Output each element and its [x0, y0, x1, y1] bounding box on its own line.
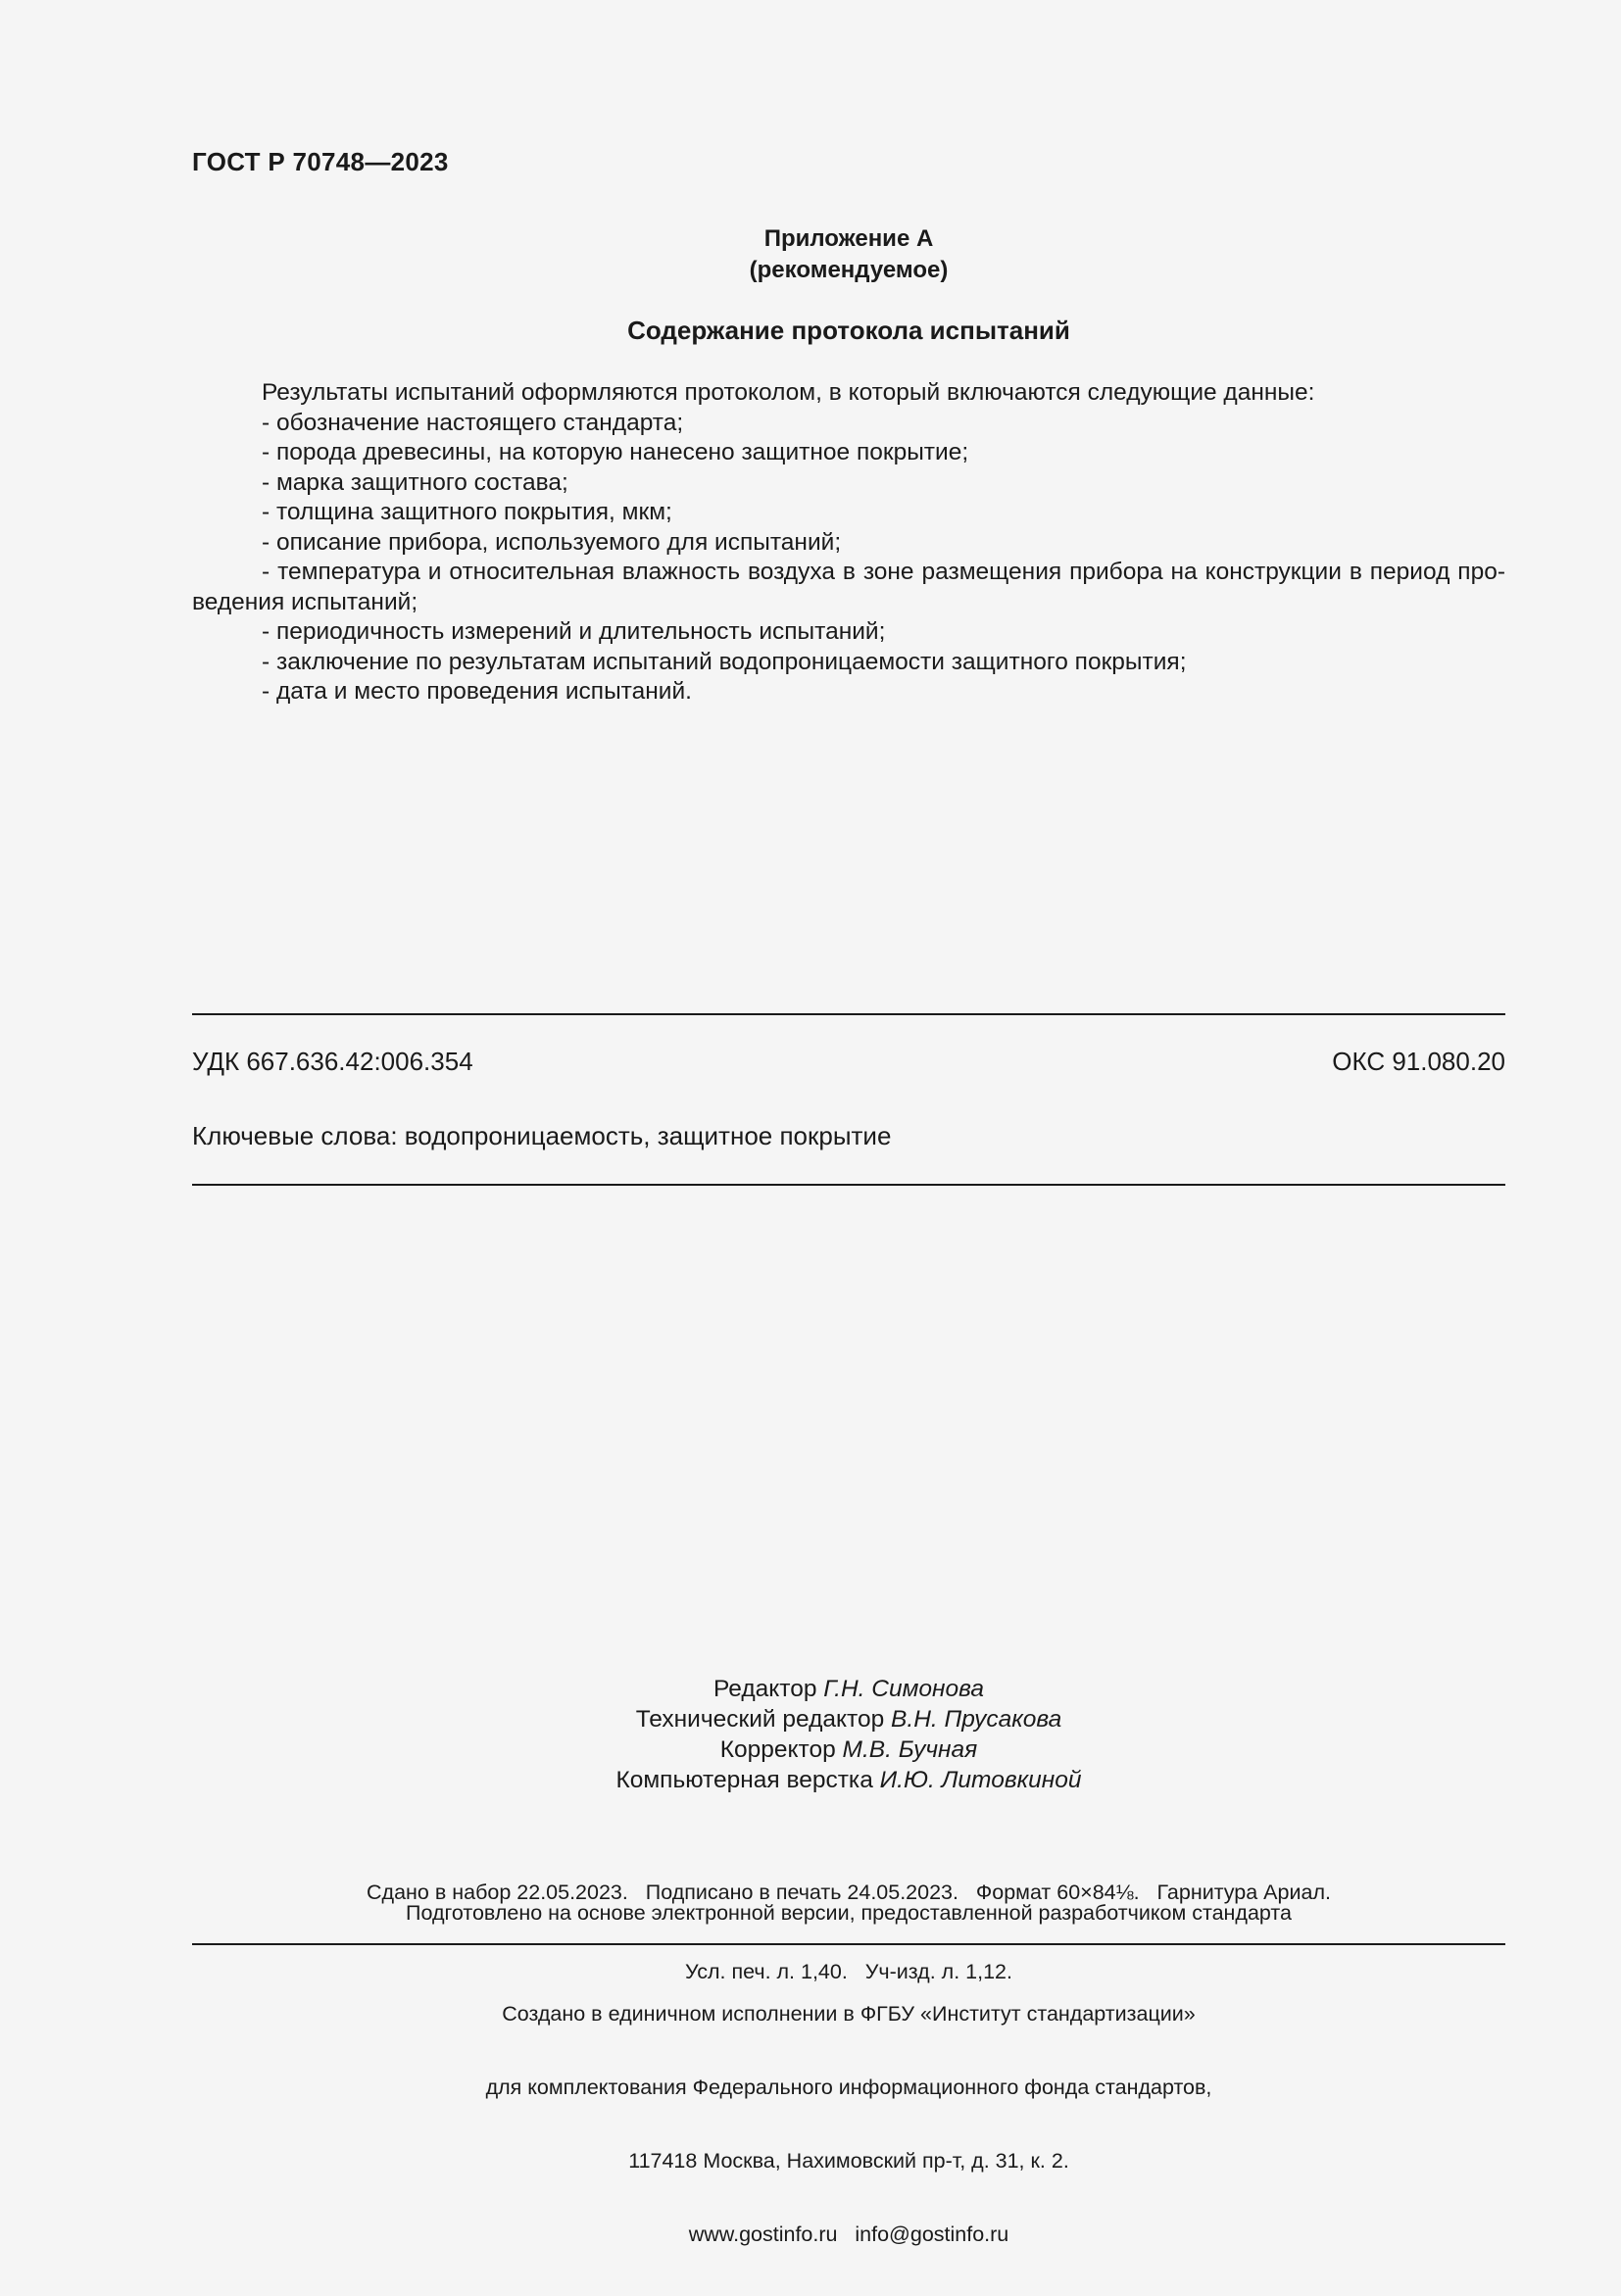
prepared-note: Подготовлено на основе электронной версии, предоставленной разработчиком стандарта	[406, 1901, 1292, 1925]
credit-person: Г.Н. Симонова	[823, 1676, 984, 1702]
publisher-contacts: www.gostinfo.ru info@gostinfo.ru	[688, 2223, 1009, 2246]
credits	[192, 1674, 1505, 1795]
document-code: ГОСТ Р 70748—2023	[192, 147, 449, 176]
credit-tech-editor	[192, 1704, 1505, 1734]
credit-editor	[192, 1674, 1505, 1704]
list-item: - порода древесины, на которую нанесено защитное покрытие;	[262, 439, 969, 465]
credit-layout	[192, 1765, 1505, 1795]
credit-role: Корректор	[719, 1736, 836, 1763]
divider-middle	[192, 1184, 1505, 1186]
list-item: - заключение по результатам испытаний водопроницаемости защитного покрытия;	[262, 648, 1187, 675]
publisher-info	[192, 1953, 1505, 2296]
annex-title: Содержание протокола испытаний	[627, 316, 1070, 345]
annex-label: Приложение А	[763, 225, 934, 252]
list-item: - описание прибора, используемого для испытаний;	[262, 528, 842, 556]
credit-person: М.В. Бучная	[842, 1736, 978, 1763]
print-info-line: Сдано в набор 22.05.2023. Подписано в печать 24.05.2023. Формат 60×84⅛. Гарнитура Ариал.	[367, 1881, 1331, 1904]
publisher-line: для комплектования Федерального информационного фонда стандартов,	[485, 2076, 1212, 2099]
divider-bottom	[192, 1943, 1505, 1945]
credit-role: Технический редактор	[635, 1706, 885, 1733]
oks-code: ОКС 91.080.20	[1332, 1047, 1505, 1076]
credit-proofreader	[192, 1734, 1505, 1765]
credit-person: В.Н. Прусакова	[891, 1706, 1062, 1733]
list-item: - температура и относительная влажность воздуха в зоне размещения прибора на конструкции в период проведения испытаний;	[192, 559, 1505, 615]
list-item: - дата и место проведения испытаний.	[262, 678, 692, 705]
publisher-line: 117418 Москва, Нахимовский пр-т, д. 31, к. 2.	[628, 2149, 1069, 2173]
print-info-line: Усл. печ. л. 1,40. Уч-изд. л. 1,12.	[685, 1960, 1012, 1983]
annex-status: (рекомендуемое)	[749, 257, 949, 283]
divider-top	[192, 1013, 1505, 1015]
intro-paragraph: Результаты испытаний оформляются протоколом, в который включаются следующие данные:	[262, 379, 1315, 406]
publisher-line: Создано в единичном исполнении в ФГБУ «Институт стандартизации»	[502, 2002, 1196, 2026]
keywords: Ключевые слова: водопроницаемость, защитное покрытие	[192, 1121, 892, 1150]
list-item: - периодичность измерений и длительность испытаний;	[262, 618, 886, 645]
list-item: - толщина защитного покрытия, мкм;	[262, 499, 672, 525]
credit-role: Редактор	[713, 1676, 817, 1702]
list-item: - обозначение настоящего стандарта;	[262, 409, 684, 436]
body-text	[192, 378, 1505, 708]
credit-person: И.Ю. Литовкиной	[879, 1767, 1082, 1793]
annex-heading	[192, 223, 1505, 286]
list-item: - марка защитного состава;	[262, 468, 568, 496]
udk-code: УДК 667.636.42:006.354	[192, 1047, 473, 1076]
credit-role: Компьютерная верстка	[615, 1767, 873, 1793]
